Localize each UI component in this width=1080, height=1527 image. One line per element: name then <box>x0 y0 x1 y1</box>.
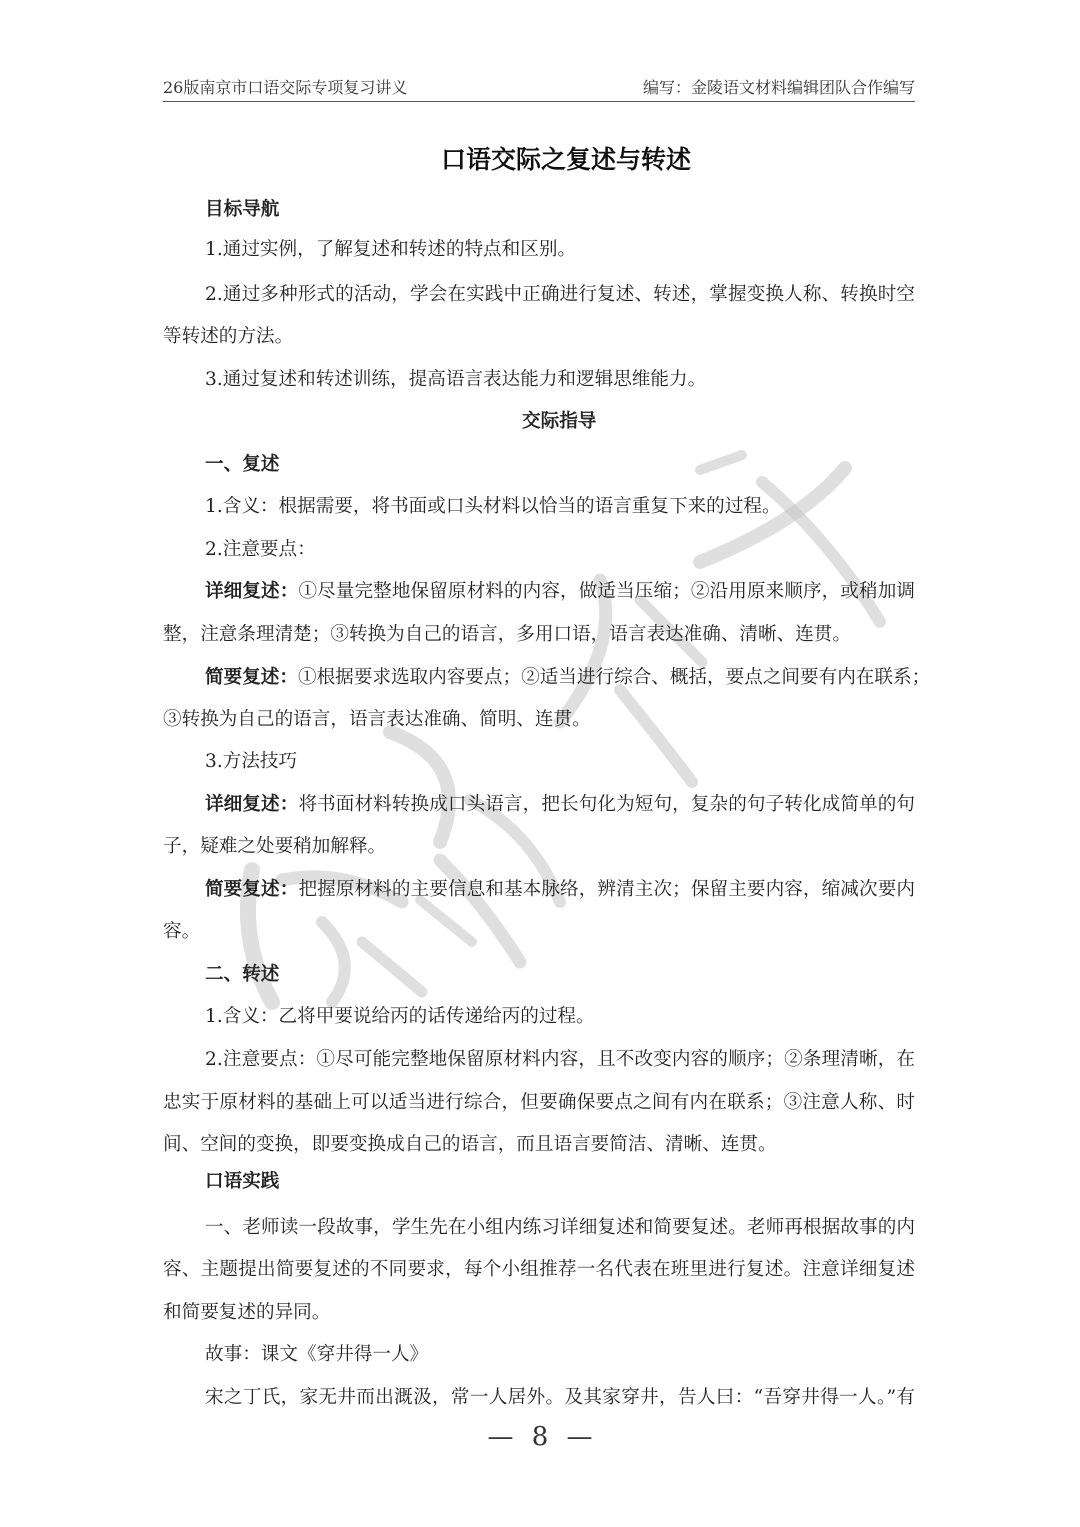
story-label: 故事：课文《穿井得一人》 <box>205 1344 429 1365</box>
method-detailed-lead: 详细复述： <box>205 794 299 815</box>
goal-item-2-line-2: 等转述的方法。 <box>163 326 294 347</box>
relay-heading: 二、转述 <box>205 964 280 985</box>
practice-task-line-1: 一、老师读一段故事，学生先在小组内练习详细复述和简要复述。老师再根据故事的内 <box>205 1217 915 1238</box>
relay-points-line-1: 2.注意要点：①尽可能完整地保留原材料内容，且不改变内容的顺序；②条理清晰，在 <box>205 1049 915 1070</box>
retell-detailed-line-2: 整，注意条理清楚；③转换为自己的语言，多用口语，语言表达准确、清晰、连贯。 <box>163 624 851 645</box>
practice-task-line-2: 容、主题提出简要复述的不同要求，每个小组推荐一名代表在班里进行复述。注意详细复述 <box>163 1259 915 1280</box>
header-doc-name: 26版南京市口语交际专项复习讲义 <box>163 78 408 97</box>
retell-detailed-lead: 详细复述： <box>205 581 299 602</box>
header-author: 编写：金陵语文材料编辑团队合作编写 <box>642 78 915 97</box>
practice-task-line-3: 和简要复述的异同。 <box>163 1302 331 1323</box>
retell-detailed-text: ①尽量完整地保留原材料的内容，做适当压缩；②沿用原来顺序，或稍加调 <box>298 581 915 602</box>
page-number: — 8 — <box>487 1422 593 1452</box>
retell-brief-line-1 <box>205 665 931 691</box>
goals-heading: 目标导航 <box>205 199 280 220</box>
method-brief-lead: 简要复述： <box>205 879 299 900</box>
retell-methods-heading: 3.方法技巧 <box>205 751 298 772</box>
goal-item-1: 1.通过实例，了解复述和转述的特点和区别。 <box>205 239 577 260</box>
method-detailed-text: 将书面材料转换成口头语言，把长句化为短句，复杂的句子转化成简单的句 <box>298 794 915 815</box>
practice-heading: 口语实践 <box>205 1171 280 1192</box>
story-text-line-1: 宋之丁氏，家无井而出溉汲，常一人居外。及其家穿井，告人曰：“吾穿井得一人。”有 <box>205 1387 915 1408</box>
guide-heading: 交际指导 <box>522 411 597 432</box>
retell-brief-text: ①根据要求选取内容要点；②适当进行综合、概括，要点之间要有内在联系； <box>297 667 931 688</box>
method-detailed-line-2: 子，疑难之处要稍加解释。 <box>163 836 387 857</box>
relay-points-line-3: 间、空间的变换，即要变换成自己的语言，而且语言要简洁、清晰、连贯。 <box>163 1134 777 1155</box>
goal-item-3: 3.通过复述和转述训练，提高语言表达能力和逻辑思维能力。 <box>205 369 707 390</box>
retell-meaning: 1.含义：根据需要，将书面或口头材料以恰当的语言重复下来的过程。 <box>205 496 781 517</box>
method-brief-line-2: 容。 <box>163 921 201 942</box>
relay-points-line-2: 忠实于原材料的基础上可以适当进行综合，但要确保要点之间有内在联系；③注意人称、时 <box>163 1092 915 1113</box>
relay-meaning: 1.含义：乙将甲要说给丙的话传递给丙的过程。 <box>205 1006 595 1027</box>
method-brief-text: 把握原材料的主要信息和基本脉络，辨清主次；保留主要内容，缩减次要内 <box>298 879 915 900</box>
page-title: 口语交际之复述与转述 <box>441 145 692 174</box>
header-divider <box>163 101 915 102</box>
goal-item-2-line-1: 2.通过多种形式的活动，学会在实践中正确进行复述、转述，掌握变换人称、转换时空 <box>205 284 915 305</box>
retell-detailed-line-1 <box>205 579 915 605</box>
retell-brief-lead: 简要复述： <box>205 667 298 688</box>
retell-points-heading: 2.注意要点： <box>205 539 316 560</box>
method-detailed-line-1 <box>205 792 915 818</box>
retell-brief-line-2: ③转换为自己的语言，语言表达准确、简明、连贯。 <box>163 709 591 730</box>
method-brief-line-1 <box>205 877 915 903</box>
retell-heading: 一、复述 <box>205 454 280 475</box>
